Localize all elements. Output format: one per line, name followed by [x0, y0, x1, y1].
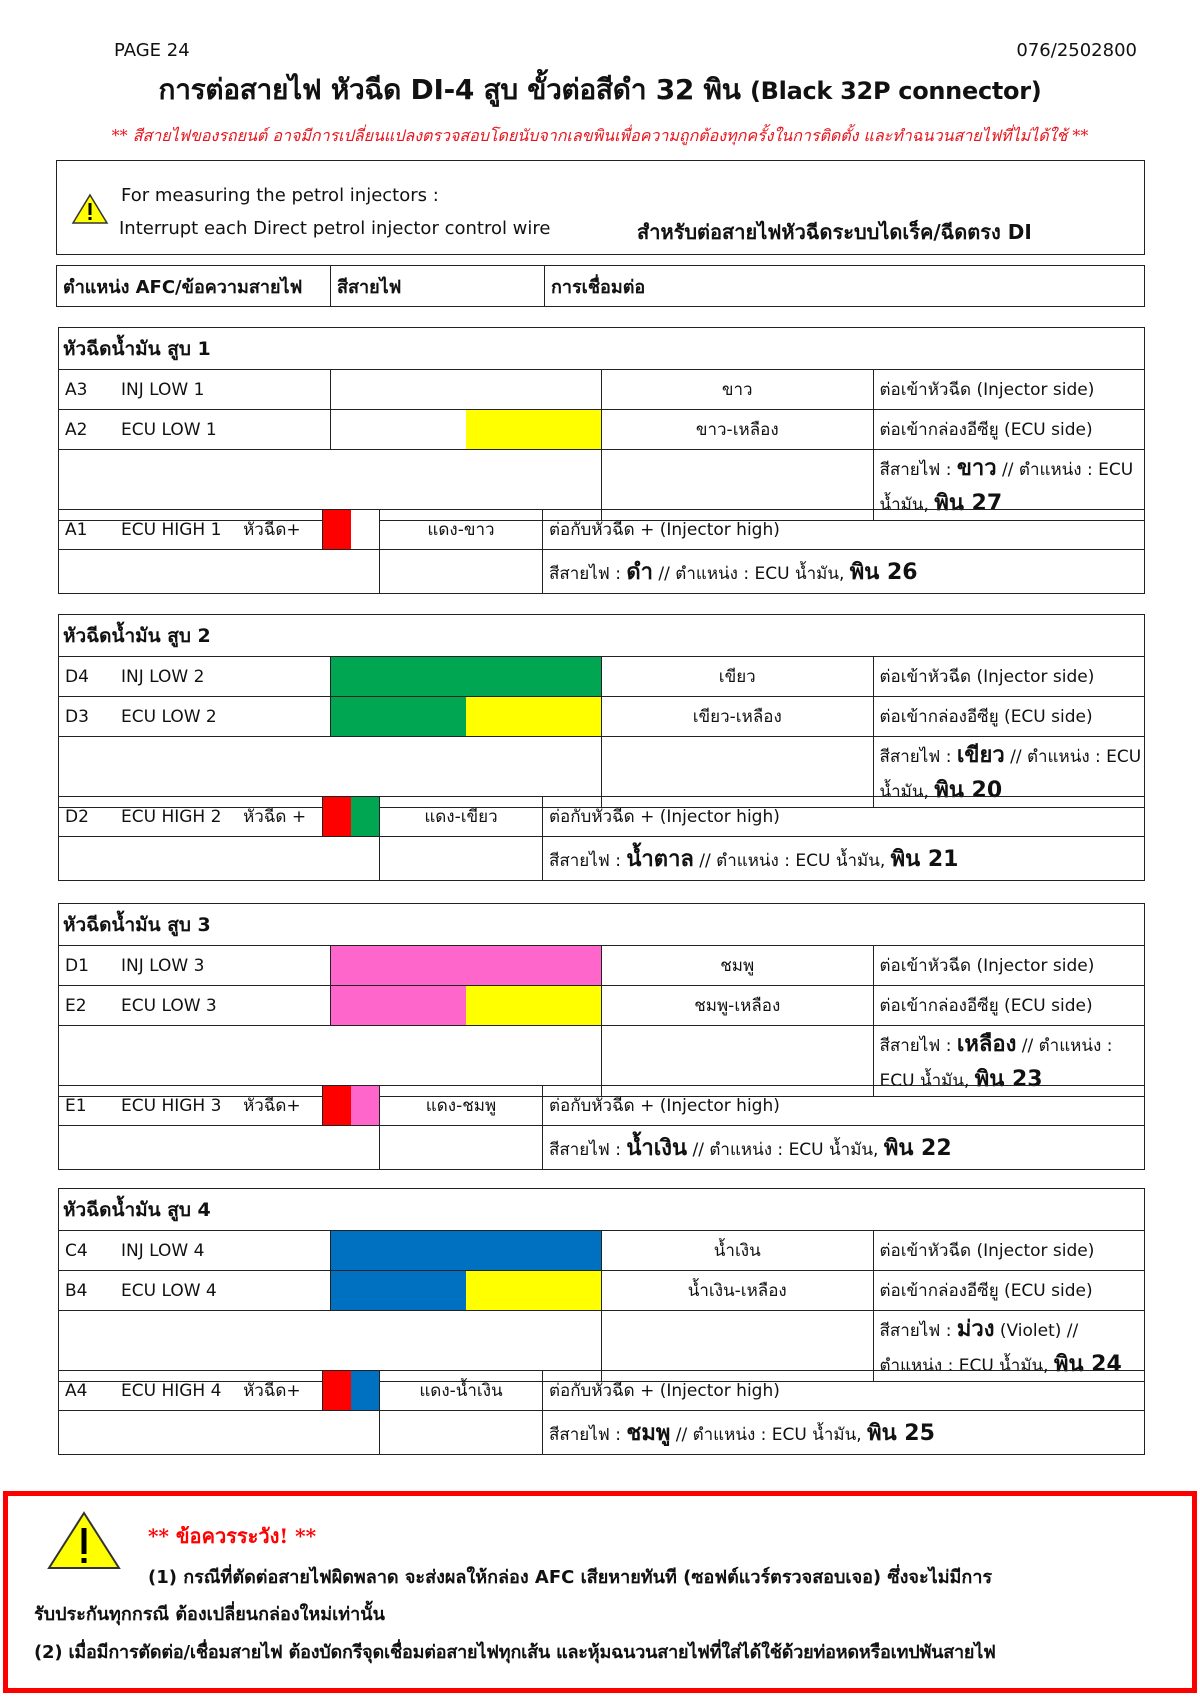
- note-prefix: สีสายไฟ :: [549, 564, 627, 584]
- wire-label: ECU LOW 2: [121, 706, 217, 727]
- wire-extra-label: หัวฉีด +: [243, 807, 307, 827]
- group-title-row: [59, 904, 1145, 946]
- caution-line-1b: รับประกันทุกกรณี ต้องเปลี่ยนกล่องใหม่เท่านั้น: [34, 1604, 385, 1625]
- car-wire-color: ชมพู: [626, 1421, 671, 1446]
- color-swatch: [323, 1086, 380, 1126]
- car-wire-note: [543, 550, 1145, 594]
- swatch-right: [466, 370, 601, 409]
- group-title-row: [59, 328, 1145, 370]
- color-swatch: [330, 697, 602, 737]
- swatch-left: [323, 1371, 351, 1410]
- ecu-pin: พิน 23: [974, 1067, 1043, 1092]
- swatch-left: [323, 797, 351, 836]
- wire-label: ECU HIGH 1: [121, 520, 222, 540]
- wire-label: ECU HIGH 4: [121, 1381, 222, 1401]
- wire-label: ECU HIGH 2: [121, 807, 222, 827]
- title-thai: การต่อสายไฟ หัวฉีด DI-4 สูบ ขั้วต่อสีดำ 32 พิน: [158, 73, 741, 106]
- caution-line-2: (2) เมื่อมีการตัดต่อ/เชื่อมสายไฟ ต้องบัดกรีจุดเชื่อมต่อสายไฟทุกเส้น และหุ้มฉนวนสายไฟที่ใส่ได้ใช้ด้วยท่อหดหรือเทปพันสายไฟ: [34, 1642, 996, 1663]
- header-connection: การเชื่อมต่อ: [551, 276, 646, 298]
- table-row: [59, 370, 1145, 410]
- note-middle: // ตำแหน่ง : ECU น้ำมัน,: [879, 460, 1134, 515]
- note-row: [59, 1411, 1145, 1455]
- car-wire-note: [543, 1411, 1145, 1455]
- swatch-left: [331, 697, 466, 736]
- wire-color-name: ชมพู: [602, 946, 874, 986]
- ecu-pin: พิน 20: [934, 778, 1003, 803]
- wire-color-name: น้ำเงิน: [602, 1231, 874, 1271]
- ecu-pin: พิน 21: [890, 847, 959, 872]
- swatch-left: [331, 370, 466, 409]
- table-row: [59, 946, 1145, 986]
- afc-position-code: D1: [65, 955, 89, 976]
- swatch-left: [331, 946, 466, 985]
- car-wire-note: [543, 837, 1145, 881]
- note-prefix: สีสายไฟ :: [879, 747, 957, 767]
- injector-group-table: [58, 903, 1145, 1097]
- car-wire-color: ดำ: [626, 560, 654, 585]
- table-row: [59, 1371, 1145, 1411]
- note-middle: // ตำแหน่ง : ECU น้ำมัน,: [879, 1036, 1113, 1091]
- color-swatch: [323, 797, 380, 837]
- wire-extra-label: หัวฉีด+: [243, 520, 301, 540]
- afc-position-code: A2: [65, 419, 88, 440]
- wire-label: INJ LOW 1: [121, 379, 205, 400]
- caution-title: ** ข้อควรระวัง! **: [148, 1524, 317, 1548]
- swatch-right: [351, 510, 379, 549]
- connection-text: ต่อเข้าหัวฉีด (Injector side): [873, 370, 1145, 410]
- connection-text: ต่อเข้าหัวฉีด (Injector side): [873, 657, 1145, 697]
- afc-position-code: A1: [65, 520, 88, 540]
- swatch-left: [331, 1271, 466, 1310]
- caution-triangle-icon: [46, 1510, 122, 1572]
- note-middle: // ตำแหน่ง : ECU น้ำมัน,: [687, 1140, 884, 1160]
- swatch-right: [351, 797, 379, 836]
- swatch-left: [331, 1231, 466, 1270]
- car-wire-color: น้ำตาล: [626, 847, 694, 872]
- swatch-left: [331, 410, 466, 449]
- color-swatch: [330, 1231, 602, 1271]
- connection-text: ต่อกับหัวฉีด + (Injector high): [543, 510, 1145, 550]
- note-middle: // ตำแหน่ง : ECU น้ำมัน,: [670, 1425, 868, 1445]
- afc-position-code: B4: [65, 1280, 88, 1301]
- group-title-row: [59, 615, 1145, 657]
- swatch-right: [466, 986, 601, 1025]
- injector-group-table: [58, 614, 1145, 808]
- ecu-pin: พิน 25: [867, 1421, 935, 1446]
- color-swatch: [323, 1371, 380, 1411]
- wire-color-name: ขาว-เหลือง: [602, 410, 874, 450]
- wire-color-name: แดง-ขาว: [380, 510, 543, 550]
- table-row: [59, 797, 1145, 837]
- afc-position-code: D3: [65, 706, 89, 727]
- swatch-right: [466, 697, 601, 736]
- wire-label: ECU LOW 4: [121, 1280, 217, 1301]
- header-color: สีสายไฟ: [331, 266, 545, 306]
- injector-high-table: [58, 509, 1145, 594]
- afc-position-code: E1: [65, 1096, 87, 1116]
- swatch-left: [331, 657, 466, 696]
- note-row: [59, 837, 1145, 881]
- swatch-right: [466, 410, 601, 449]
- afc-position-code: A4: [65, 1381, 88, 1401]
- swatch-right: [466, 1271, 601, 1310]
- connection-text: ต่อเข้ากล่องอีซียู (ECU side): [873, 410, 1145, 450]
- swatch-right: [351, 1371, 379, 1410]
- ecu-pin: พิน 26: [849, 560, 918, 585]
- afc-position-code: C4: [65, 1240, 88, 1261]
- warning-triangle-icon: [71, 193, 109, 225]
- injector-group-table: [58, 1188, 1145, 1382]
- note-prefix: สีสายไฟ :: [549, 851, 627, 871]
- group-title: หัวฉีดน้ำมัน สูบ 3: [59, 904, 1145, 946]
- info-thai: สำหรับต่อสายไฟหัวฉีดระบบไดเร็ค/ฉีดตรง DI: [637, 220, 1032, 244]
- wire-color-name: เขียว-เหลือง: [602, 697, 874, 737]
- wire-label: INJ LOW 2: [121, 666, 205, 687]
- wire-color-name: ชมพู-เหลือง: [602, 986, 874, 1026]
- connection-text: ต่อเข้าหัวฉีด (Injector side): [873, 1231, 1145, 1271]
- afc-position-code: D4: [65, 666, 89, 687]
- connection-text: ต่อเข้าหัวฉีด (Injector side): [873, 946, 1145, 986]
- column-headers: [56, 265, 1145, 307]
- color-swatch: [330, 410, 602, 450]
- injector-group-table: [58, 327, 1145, 521]
- note-middle: (Violet) // ตำแหน่ง : ECU น้ำมัน,: [879, 1321, 1079, 1376]
- car-wire-color: เหลือง: [956, 1032, 1017, 1057]
- note-middle: // ตำแหน่ง : ECU น้ำมัน,: [879, 747, 1142, 802]
- document-number: 076/2502800: [1016, 40, 1137, 61]
- caution-box: [3, 1491, 1197, 1693]
- wire-extra-label: หัวฉีด+: [243, 1096, 301, 1116]
- table-row: [59, 657, 1145, 697]
- swatch-left: [323, 510, 351, 549]
- wire-label: INJ LOW 3: [121, 955, 205, 976]
- afc-position-code: D2: [65, 807, 89, 827]
- swatch-right: [466, 1231, 601, 1270]
- connection-text: ต่อกับหัวฉีด + (Injector high): [543, 797, 1145, 837]
- group-title: หัวฉีดน้ำมัน สูบ 2: [59, 615, 1145, 657]
- swatch-right: [351, 1086, 379, 1125]
- wire-color-name: แดง-เขียว: [380, 797, 543, 837]
- car-wire-note: [543, 1126, 1145, 1170]
- color-swatch: [330, 657, 602, 697]
- note-prefix: สีสายไฟ :: [879, 460, 957, 480]
- table-row: [59, 510, 1145, 550]
- swatch-right: [466, 657, 601, 696]
- note-middle: // ตำแหน่ง : ECU น้ำมัน,: [693, 851, 891, 871]
- connection-text: ต่อเข้ากล่องอีซียู (ECU side): [873, 697, 1145, 737]
- wire-label: INJ LOW 4: [121, 1240, 205, 1261]
- table-row: [59, 410, 1145, 450]
- wire-label: ECU LOW 1: [121, 419, 217, 440]
- note-middle: // ตำแหน่ง : ECU น้ำมัน,: [653, 564, 850, 584]
- color-swatch: [323, 510, 380, 550]
- note-row: [59, 1126, 1145, 1170]
- info-box: [56, 160, 1145, 255]
- wire-color-name: แดง-น้ำเงิน: [380, 1371, 543, 1411]
- wire-color-name: น้ำเงิน-เหลือง: [602, 1271, 874, 1311]
- ecu-pin: พิน 27: [934, 491, 1003, 516]
- car-wire-color: เขียว: [956, 743, 1005, 768]
- group-title-row: [59, 1189, 1145, 1231]
- ecu-pin: พิน 22: [883, 1136, 952, 1161]
- header-position: ตำแหน่ง AFC/ข้อความสายไฟ: [57, 266, 331, 306]
- note-row: [59, 550, 1145, 594]
- group-title: หัวฉีดน้ำมัน สูบ 1: [59, 328, 1145, 370]
- page-label: PAGE 24: [114, 40, 190, 61]
- color-swatch: [330, 946, 602, 986]
- note-prefix: สีสายไฟ :: [549, 1140, 627, 1160]
- wire-label: ECU HIGH 3: [121, 1096, 222, 1116]
- wire-color-name: แดง-ชมพู: [380, 1086, 543, 1126]
- wire-color-name: เขียว: [602, 657, 874, 697]
- color-swatch: [330, 370, 602, 410]
- afc-position-code: E2: [65, 995, 87, 1016]
- note-prefix: สีสายไฟ :: [879, 1036, 957, 1056]
- connection-text: ต่อเข้ากล่องอีซียู (ECU side): [873, 986, 1145, 1026]
- table-row: [59, 1271, 1145, 1311]
- color-swatch: [330, 1271, 602, 1311]
- injector-high-table: [58, 1370, 1145, 1455]
- connection-text: ต่อเข้ากล่องอีซียู (ECU side): [873, 1271, 1145, 1311]
- wire-label: ECU LOW 3: [121, 995, 217, 1016]
- injector-high-table: [58, 796, 1145, 881]
- info-line-1: For measuring the petrol injectors :: [121, 185, 439, 206]
- car-wire-color: ม่วง: [956, 1317, 995, 1342]
- table-row: [59, 986, 1145, 1026]
- table-row: [59, 697, 1145, 737]
- swatch-right: [466, 946, 601, 985]
- afc-position-code: A3: [65, 379, 88, 400]
- car-wire-color: ขาว: [956, 456, 997, 481]
- table-row: [59, 1231, 1145, 1271]
- wire-color-name: ขาว: [602, 370, 874, 410]
- page-title: [0, 68, 1200, 112]
- injector-high-table: [58, 1085, 1145, 1170]
- swatch-left: [331, 986, 466, 1025]
- caution-line-1a: (1) กรณีที่ตัดต่อสายไฟผิดพลาด จะส่งผลให้กล่อง AFC เสียหายทันที (ซอฟต์แวร์ตรวจสอบเจอ) ซึ่งจะไม่มีการ: [148, 1567, 993, 1588]
- wire-color-warning: ** สีสายไฟของรถยนต์ อาจมีการเปลี่ยนแปลงตรวจสอบโดยนับจากเลขพินเพื่อความถูกต้องทุกครั้งในการติดตั้ง และทำฉนวนสายไฟที่ไม่ได้ใช้ **: [111, 126, 1089, 145]
- title-english: (Black 32P connector): [750, 77, 1042, 105]
- swatch-left: [323, 1086, 351, 1125]
- ecu-pin: พิน 24: [1053, 1352, 1122, 1377]
- connection-text: ต่อกับหัวฉีด + (Injector high): [543, 1086, 1145, 1126]
- info-line-2: Interrupt each Direct petrol injector control wire: [119, 218, 551, 239]
- connection-text: ต่อกับหัวฉีด + (Injector high): [543, 1371, 1145, 1411]
- note-prefix: สีสายไฟ :: [879, 1321, 957, 1341]
- group-title: หัวฉีดน้ำมัน สูบ 4: [59, 1189, 1145, 1231]
- table-row: [59, 1086, 1145, 1126]
- note-prefix: สีสายไฟ :: [549, 1425, 627, 1445]
- wire-extra-label: หัวฉีด+: [243, 1381, 301, 1401]
- color-swatch: [330, 986, 602, 1026]
- car-wire-color: น้ำเงิน: [626, 1136, 688, 1161]
